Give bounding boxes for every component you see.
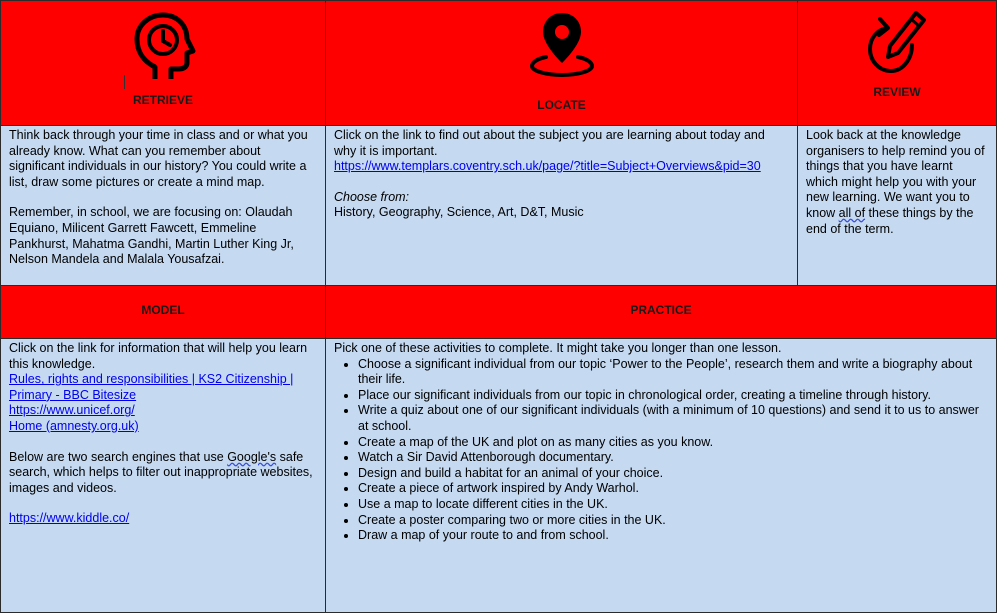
model-intro: Click on the link for information that will help you learn this knowledge. xyxy=(9,341,308,371)
locate-intro: Click on the link to find out about the subject you are learning about today and why it is important. xyxy=(334,128,765,158)
retrieve-paragraph-1: Think back through your time in class and or what you already know. What can you remember about significant individuals in our history? You could write a list, draw some pictures or create a mind map. xyxy=(9,128,308,189)
practice-body xyxy=(325,338,997,613)
practice-header xyxy=(325,285,997,339)
model-body xyxy=(0,338,326,613)
practice-intro: Pick one of these activities to complete. It might take you longer than one lesson. xyxy=(334,341,782,355)
unicef-link[interactable]: https://www.unicef.org/ xyxy=(9,403,135,418)
review-text: Look back at the knowledge organisers to help remind you of things that you have learnt which might help you with your new learning. We want you to know all of these things by the end of the term. xyxy=(806,128,985,236)
subject-overviews-link[interactable]: https://www.templars.coventry.sch.uk/page/?title=Subject+Overviews&pid=30 xyxy=(334,159,761,174)
list-item: • Watch a Sir David Attenborough documentary. xyxy=(358,450,988,466)
head-clock-icon xyxy=(125,9,201,85)
list-item: • Use a map to locate different cities in the UK. xyxy=(358,497,988,513)
list-item: • Write a quiz about one of our significant individuals (with a minimum of 10 questions) and send it to us to answer at school. xyxy=(358,403,988,434)
kiddle-link[interactable]: https://www.kiddle.co/ xyxy=(9,511,130,526)
practice-heading: PRACTICE xyxy=(630,303,692,317)
list-item: • Choose a significant individual from our topic ‘Power to the People’, research them and write a biography about their life. xyxy=(358,357,988,388)
list-item: • Draw a map of your route to and from school. xyxy=(358,528,988,544)
locate-header xyxy=(325,0,798,126)
review-spellcheck-mark: all of xyxy=(838,205,866,220)
activity-list xyxy=(334,357,988,544)
subject-list: History, Geography, Science, Art, D&T, Music xyxy=(334,205,584,220)
retrieve-paragraph-2: Remember, in school, we are focusing on: Olaudah Equiano, Milicent Garrett Fawcett, Emmeline Pankhurst, Mahatma Gandhi, Martin Luther King Jr, Nelson Mandela and Malala Yousafzai. xyxy=(9,205,294,267)
review-heading: REVIEW xyxy=(873,85,921,99)
location-pin-icon xyxy=(524,7,600,79)
choose-from-label: Choose from: xyxy=(334,189,410,204)
model-header xyxy=(0,285,326,339)
list-item: • Design and build a habitat for an animal of your choice. xyxy=(358,466,988,482)
pencil-circle-icon xyxy=(862,7,932,79)
locate-heading: LOCATE xyxy=(537,98,586,112)
list-item: • Create a map of the UK and plot on as many cities as you know. xyxy=(358,435,988,451)
list-item: • Create a piece of artwork inspired by Andy Warhol. xyxy=(358,481,988,497)
locate-body xyxy=(325,125,798,286)
review-body xyxy=(797,125,997,286)
model-spellcheck-mark: Google's xyxy=(227,449,277,464)
list-item: • Place our significant individuals from our topic in chronological order, creating a timeline through history. xyxy=(358,388,988,404)
retrieve-text-cursor xyxy=(124,75,125,89)
list-item: • Create a poster comparing two or more cities in the UK. xyxy=(358,513,988,529)
search-engines-text: Below are two search engines that use Google's safe search, which helps to filter out inappropriate websites, images and videos. xyxy=(9,449,313,495)
review-header xyxy=(797,0,997,126)
amnesty-link[interactable]: Home (amnesty.org.uk) xyxy=(9,418,139,433)
model-heading: MODEL xyxy=(141,303,185,317)
retrieve-body xyxy=(0,125,326,286)
retrieve-heading: RETRIEVE xyxy=(132,93,193,107)
bbc-bitesize-link[interactable]: Rules, rights and responsibilities | KS2 Citizenship | Primary - BBC Bitesize xyxy=(9,372,294,402)
retrieve-header xyxy=(0,0,326,126)
